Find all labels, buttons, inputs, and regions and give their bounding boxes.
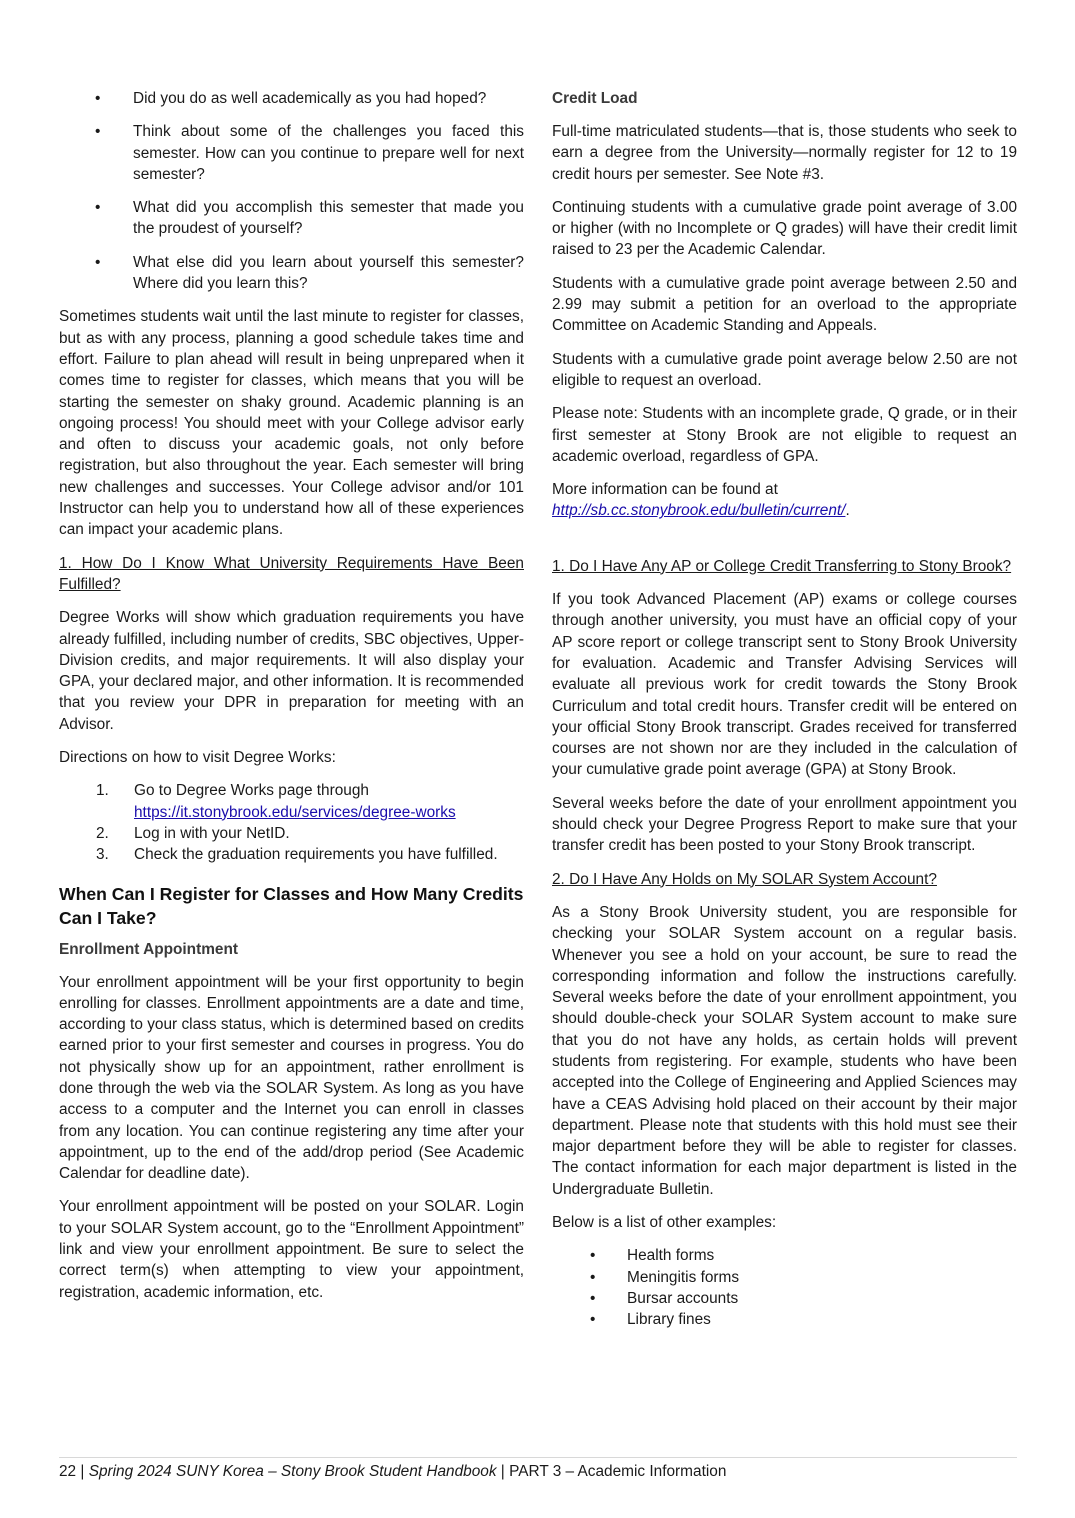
directions-label: Directions on how to visit Degree Works:	[59, 749, 336, 767]
page-footer	[59, 1461, 726, 1482]
ap-credit-paragraph: If you took Advanced Placement (AP) exams or college courses through another university, you must have an official copy of your AP score report or college transcript sent to Stony Brook University for evaluation. Academic and Transfer Advising Services will evaluate all previous work for credit towards the Stony Brook Curriculum and total credit hours. Transfer credit will be entered on your official Stony Brook transcript. Grades received for transferred courses are not shown nor are they included in the calculation of your cumulative grade point average (GPA) at Stony Brook.	[552, 591, 1017, 779]
more-info-label: More information can be found at	[552, 481, 778, 499]
section-title: PART 3 – Academic Information	[509, 1463, 727, 1480]
list-item: • Bursar accounts	[552, 1288, 1017, 1309]
list-item: • Think about some of the challenges you faced this semester. How can you continue to prepare well for next semester?	[59, 121, 524, 185]
credit-load-paragraph: Continuing students with a cumulative grade point average of 3.00 or higher (with no Incomplete or Q grades) will have their credit limit raised to 23 per the Academic Calendar.	[552, 198, 1017, 259]
right-column	[552, 88, 1017, 1331]
list-item	[59, 844, 524, 865]
step-number: 2.	[96, 824, 109, 842]
step-text: Log in with your NetID.	[134, 824, 290, 842]
degree-works-link[interactable]: https://it.stonybrook.edu/services/degree-works	[134, 803, 456, 821]
ap-credit-question-heading: 1. Do I Have Any AP or College Credit Transferring to Stony Brook?	[552, 557, 1012, 575]
enrollment-paragraph: Your enrollment appointment will be your first opportunity to begin enrolling for classes. Enrollment appointments are a date and time, according to your class status, which is determined based on credits earned prior to your first semester and courses in progress. You do not physically show up for an appointment, rather enrollment is done through the web via the SOLAR System. As long as you have access to a computer and the Internet you can enroll in classes from any location. You can continue registering any time after your appointment, up to the end of the add/drop period (See Academic Calendar for deadline date).	[59, 973, 524, 1183]
directions-list	[59, 780, 524, 865]
footer-separator: |	[76, 1463, 89, 1480]
step-text: Go to Degree Works page through	[134, 782, 369, 800]
list-item: • Library fines	[552, 1309, 1017, 1330]
credit-load-subheading: Credit Load	[552, 90, 638, 107]
step-number: 1.	[96, 782, 109, 800]
register-heading: When Can I Register for Classes and How Many Credits Can I Take?	[59, 883, 524, 928]
holds-paragraph: As a Stony Brook University student, you are responsible for checking your SOLAR System account on a regular basis. Whenever you see a hold on your account, be sure to read the corresponding information and follow the instructions carefully. Several weeks before the date of your enrollment appointment, you should double-check your SOLAR System account to make sure that you do not have any holds, as certain holds will prevent students from registering. For example, students who have been accepted into the College of Engineering and Applied Sciences may have a CEAS Advising hold placed on their account by their major department. Please note that students with this hold must see their major department before they will be able to register for classes. The contact information for each major department is listed in the Undergraduate Bulletin.	[552, 903, 1017, 1198]
credit-load-paragraph: Students with a cumulative grade point average between 2.50 and 2.99 may submit a petition for an overload to the appropriate Committee on Academic Standing and Appeals.	[552, 274, 1017, 335]
footer-separator: |	[496, 1463, 510, 1480]
list-item	[59, 780, 524, 823]
step-number: 3.	[96, 846, 109, 864]
list-item: • Meningitis forms	[552, 1267, 1017, 1288]
requirements-question-heading: 1. How Do I Know What University Requirements Have Been Fulfilled?	[59, 554, 524, 593]
list-item	[59, 823, 524, 844]
credit-load-paragraph: Full-time matriculated students—that is, those students who seek to earn a degree from the University—normally register for 12 to 19 credit hours per semester. See Note #3.	[552, 123, 1017, 183]
page-number: 22	[59, 1463, 77, 1480]
examples-label: Below is a list of other examples:	[552, 1214, 777, 1232]
credit-load-paragraph: Students with a cumulative grade point average below 2.50 are not eligible to request an overload.	[552, 350, 1017, 389]
handbook-title: Spring 2024 SUNY Korea – Stony Brook Student Handbook	[88, 1463, 497, 1480]
list-item: • Did you do as well academically as you had hoped?	[59, 88, 524, 109]
bulletin-link[interactable]: http://sb.cc.stonybrook.edu/bulletin/current/	[552, 502, 846, 520]
period: .	[845, 502, 850, 520]
list-item: • What else did you learn about yourself this semester? Where did you learn this?	[59, 252, 524, 295]
more-info-paragraph	[552, 479, 1017, 522]
holds-question-heading: 2. Do I Have Any Holds on My SOLAR System Account?	[552, 870, 937, 888]
hold-examples-list	[552, 1245, 1017, 1330]
enrollment-posting-paragraph: Your enrollment appointment will be posted on your SOLAR. Login to your SOLAR System account, go to the “Enrollment Appointment” link and view your enrollment appointment. Be sure to select the correct term(s) when attempting to view your appointment, registration, academic information, etc.	[59, 1198, 524, 1301]
intro-paragraph: Sometimes students wait until the last minute to register for classes, but as with any process, planning a good schedule takes time and effort. Failure to plan ahead will result in being unprepared when it comes time to register for classes, which means that you will be starting the semester on shaky ground. Academic planning is an ongoing process! You should meet with your College advisor early and often to discuss your academic goals, not only before registration, but also throughout the year. Each semester will bring new challenges and successes. Your College advisor and/or 101 Instructor can help you to understand how all of these experiences can impact your academic plans.	[59, 308, 524, 539]
transfer-check-paragraph: Several weeks before the date of your enrollment appointment you should check your Degree Progress Report to make sure that your transfer credit has been posted to your Stony Brook transcript.	[552, 794, 1017, 855]
reflection-question-list	[59, 88, 524, 294]
degree-works-paragraph: Degree Works will show which graduation requirements you have already fulfilled, including number of credits, SBC objectives, Upper-Division credits, and major requirements. It will also display your GPA, your declared major, and other information. It is recommended that you review your DPR in preparation for meeting with an Advisor.	[59, 609, 524, 733]
list-item: • Health forms	[552, 1245, 1017, 1266]
footer-divider	[59, 1457, 1017, 1458]
list-item: • What did you accomplish this semester that made you the proudest of yourself?	[59, 197, 524, 240]
credit-load-paragraph: Please note: Students with an incomplete grade, Q grade, or in their first semester at Stony Brook are not eligible to request an academic overload, regardless of GPA.	[552, 405, 1017, 465]
enrollment-appointment-subheading: Enrollment Appointment	[59, 940, 238, 958]
step-text: Check the graduation requirements you have fulfilled.	[134, 846, 498, 864]
left-column	[59, 88, 524, 1315]
